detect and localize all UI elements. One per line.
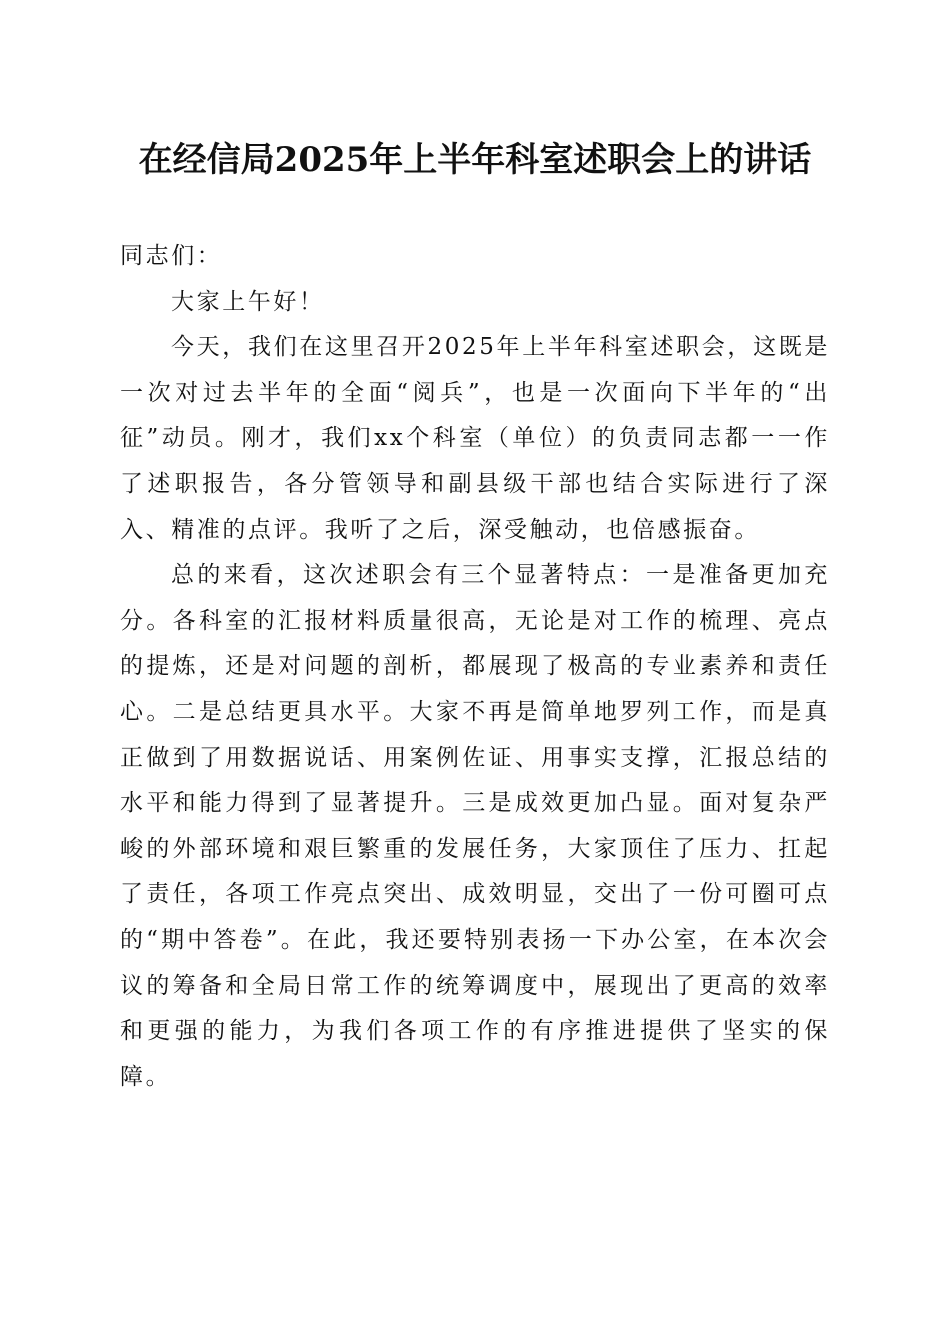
paragraph-greeting: 大家上午好！: [171, 288, 325, 315]
document-body: [120, 234, 830, 1100]
document-title: 在经信局2025年上半年科室述职会上的讲话: [138, 140, 812, 180]
salutation: 同志们：: [120, 243, 223, 269]
paragraph-summary: 总的来看，这次述职会有三个显著特点：一是准备更加充分。各科室的汇报材料质量很高，无论是对工作的梳理、亮点的提炼，还是对问题的剖析，都展现了极高的专业素养和责任心。二是总结更具水平。大家不再是简单地罗列工作，而是真正做到了用数据说话、用案例佐证、用事实支撑，汇报总结的水平和能力得到了显著提升。三是成效更加凸显。面对复杂严峻的外部环境和艰巨繁重的发展任务，大家顶住了压力、扛起了责任，各项工作亮点突出、成效明显，交出了一份可圈可点的“期中答卷”。在此，我还要特别表扬一下办公室，在本次会议的筹备和全局日常工作的统筹调度中，展现出了更高的效率和更强的能力，为我们各项工作的有序推进提供了坚实的保障。: [120, 562, 830, 1090]
paragraph-opening: 今天，我们在这里召开2025年上半年科室述职会，这既是一次对过去半年的全面“阅兵”，也是一次面向下半年的“出征”动员。刚才，我们xx个科室（单位）的负责同志都一一作了述职报告，各分管领导和副县级干部也结合实际进行了深入、精准的点评。我听了之后，深受触动，也倍感振奋。: [120, 334, 830, 543]
